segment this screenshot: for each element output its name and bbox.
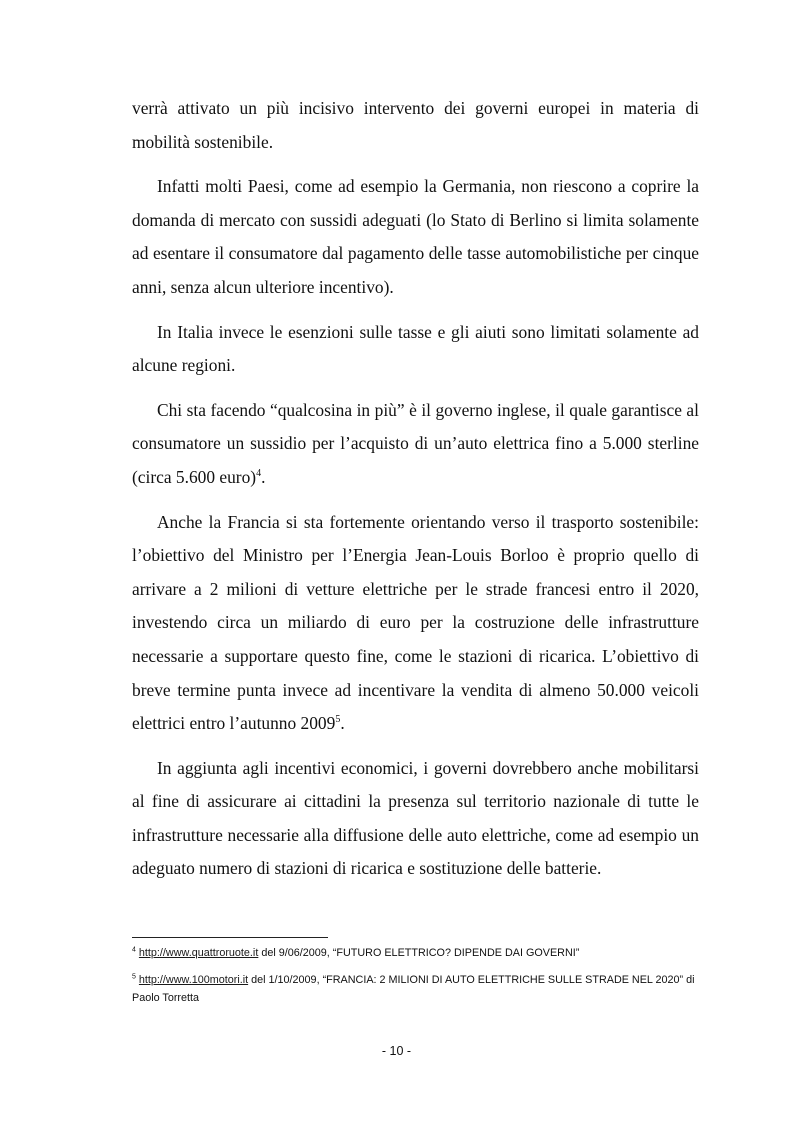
footnote-number: 4	[132, 946, 136, 954]
paragraph-5	[132, 506, 699, 741]
footnote-5	[132, 971, 699, 1007]
paragraph-5-end: .	[340, 713, 345, 734]
footnote-link[interactable]: http://www.quattroruote.it	[138, 947, 259, 959]
footnote-text: del 1/10/2009, “FRANCIA: 2 MILIONI DI AUTO ELETTRICHE SULLE STRADE NEL 2020” di Paolo Torretta	[132, 974, 695, 1004]
footnote-number: 5	[132, 973, 136, 981]
paragraph-5-text: Anche la Francia si sta fortemente orientando verso il trasporto sostenibile: l’obiettivo del Ministro per l’Energia Jean-Louis Borloo è proprio quello di arrivare a 2 milioni di vetture elettriche per le strade francesi entro il 2020, investendo circa un miliardo di euro per la costruzione delle infrastrutture necessarie a supportare questo fine, come le stazioni di ricarica. L’obiettivo di breve termine punta invece ad incentivare la vendita di almeno 50.000 veicoli elettrici entro l’autunno 2009	[132, 511, 699, 734]
footnote-ref-5[interactable]: 5	[335, 714, 341, 726]
page-body	[132, 92, 699, 897]
footnote-divider	[132, 937, 328, 938]
paragraph-1: verrà attivato un più incisivo intervento dei governi europei in materia di mobilità sostenibile.	[132, 98, 699, 152]
paragraph-4-end: .	[261, 466, 266, 487]
paragraph-6: In aggiunta agli incentivi economici, i governi dovrebbero anche mobilitarsi al fine di assicurare ai cittadini la presenza sul territorio nazionale di tutte le infrastrutture necessarie alla diffusione delle auto elettriche, come ad esempio un adeguato numero di stazioni di ricarica e sostituzione delle batterie.	[132, 757, 699, 879]
footnotes	[132, 937, 699, 1016]
footnote-link[interactable]: http://www.100motori.it	[138, 974, 249, 986]
footnote-ref-4[interactable]: 4	[256, 468, 262, 480]
paragraph-4	[132, 394, 699, 495]
page-number: - 10 -	[381, 1044, 412, 1058]
paragraph-4-text: Chi sta facendo “qualcosina in più” è il governo inglese, il quale garantisce al consumatore un sussidio per l’acquisto di un’auto elettrica fino a 5.000 sterline (circa 5.600 euro)	[132, 399, 699, 487]
footnote-text: del 9/06/2009, “FUTURO ELETTRICO? DIPENDE DAI GOVERNI”	[258, 947, 580, 959]
paragraph-3: In Italia invece le esenzioni sulle tasse e gli aiuti sono limitati solamente ad alcune regioni.	[132, 321, 699, 376]
paragraph-2: Infatti molti Paesi, come ad esempio la Germania, non riescono a coprire la domanda di mercato con sussidi adeguati (lo Stato di Berlino si limita solamente ad esentare il consumatore dal pagamento delle tasse automobilistiche per cinque anni, senza alcun ulteriore incentivo).	[132, 176, 699, 297]
footnote-4	[132, 944, 699, 962]
